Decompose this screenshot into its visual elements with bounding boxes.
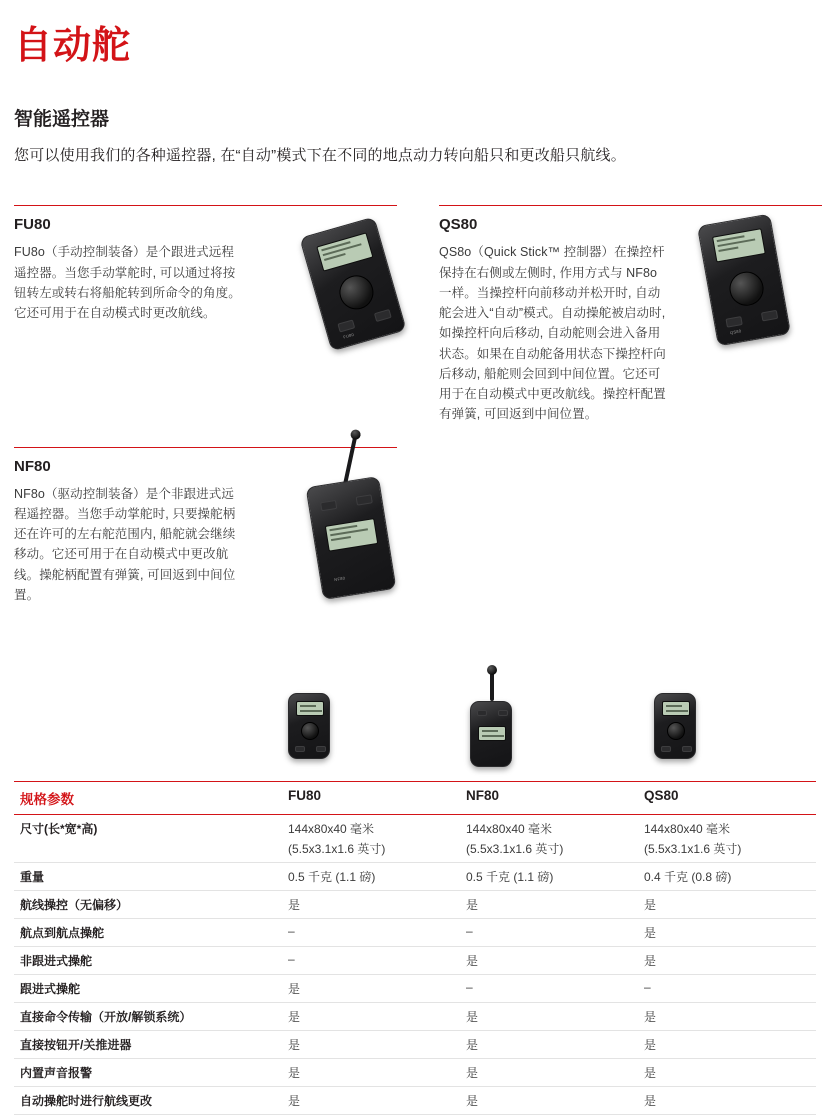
row-label: 直接命令传输（开放/解锁系统） (20, 1010, 192, 1025)
table-row (14, 1003, 816, 1031)
table-header-row (14, 782, 816, 815)
row-value: 0.5 千克 (1.1 磅) (466, 870, 554, 885)
product-block-fu80 (14, 205, 415, 424)
row-label: 航线操控（无偏移） (20, 898, 129, 913)
product-row-2 (14, 447, 816, 606)
row-value: – (466, 924, 473, 939)
row-value: 是 (288, 982, 301, 997)
intro-paragraph: 您可以使用我们的各种遥控器, 在“自动”模式下在不同的地点动力转向船只和更改船只航线。 (14, 146, 626, 164)
product-block-empty (415, 447, 816, 606)
row-value: 是 (644, 926, 657, 941)
product-block-qs80 (415, 205, 816, 424)
table-row (14, 1031, 816, 1059)
row-value: 是 (644, 1010, 657, 1025)
row-value: 是 (288, 1010, 301, 1025)
row-label: 尺寸(长*宽*高) (20, 822, 98, 837)
row-value: 是 (288, 1038, 301, 1053)
table-row (14, 1087, 816, 1115)
row-value: 0.4 千克 (0.8 磅) (644, 870, 732, 885)
table-row (14, 1059, 816, 1087)
table-row (14, 919, 816, 947)
col-header-param: 规格参数 (14, 782, 282, 815)
table-row (14, 975, 816, 1003)
col-header-nf80: NF80 (460, 782, 638, 815)
product-block-nf80 (14, 447, 415, 606)
table-row (14, 815, 816, 863)
row-value: 是 (644, 898, 657, 913)
specifications-table (14, 781, 816, 1115)
divider (439, 205, 822, 206)
row-value: 是 (644, 954, 657, 969)
product-name-nf80: NF80 (14, 457, 51, 475)
document-page (0, 25, 830, 1109)
row-value: 是 (466, 1038, 479, 1053)
divider (14, 205, 397, 206)
row-value: 是 (644, 1066, 657, 1081)
product-image-qs80: QS80 (707, 219, 781, 341)
row-value: 是 (466, 1066, 479, 1081)
product-description-qs80: QS8o（Quick Stick™ 控制器）在操控杆保持在右侧或左侧时, 作用方式与 NF8o 一样。当操控杆向前移动并松开时, 自动舵会进入“自动”模式。自动操舵被启动时, 如操控杆向后移动, 自动舵则会进入备用状态。如果在自动舵备用状态下操控杆向后移动, 船舵则会回到中间位置。它还可用于在自动模式中更改航线。操控杆配置有弹簧, 可回返到中间位置。 (439, 245, 666, 422)
product-row-1 (14, 205, 816, 424)
row-label: 重量 (20, 870, 45, 885)
row-value: 是 (644, 1038, 657, 1053)
row-value: 144x80x40 毫米 (5.5x3.1x1.6 英寸) (644, 822, 742, 857)
row-label: 航点到航点操舵 (20, 926, 105, 941)
row-value: 是 (466, 954, 479, 969)
row-label: 直接按钮开/关推进器 (20, 1038, 132, 1053)
row-value: 是 (288, 898, 301, 913)
product-image-fu80: FU80 (314, 225, 392, 343)
section-subtitle: 智能遥控器 (14, 108, 110, 130)
row-value: 是 (288, 1094, 301, 1109)
product-image-nf80: NF80 (314, 429, 388, 595)
row-value: – (288, 952, 295, 967)
page-title: 自动舵 (14, 25, 132, 67)
row-label: 跟进式操舵 (20, 982, 81, 997)
spec-image-fu80 (288, 693, 330, 759)
table-body (14, 815, 816, 1115)
row-value: 144x80x40 毫米 (5.5x3.1x1.6 英寸) (466, 822, 564, 857)
row-value: 144x80x40 毫米 (5.5x3.1x1.6 英寸) (288, 822, 386, 857)
col-header-qs80: QS80 (638, 782, 816, 815)
spec-image-nf80 (470, 671, 512, 767)
row-value: – (288, 924, 295, 939)
row-label: 内置声音报警 (20, 1066, 93, 1081)
row-value: 是 (466, 1094, 479, 1109)
row-value: 是 (644, 1094, 657, 1109)
row-value: 0.5 千克 (1.1 磅) (288, 870, 376, 885)
row-value: – (466, 980, 473, 995)
table-row (14, 947, 816, 975)
spec-product-images (14, 701, 816, 781)
product-name-fu80: FU80 (14, 216, 51, 234)
row-value: – (644, 980, 651, 995)
product-description-fu80: FU8o（手动控制装备）是个跟进式远程遥控器。当您手动掌舵时, 可以通过将按钮转左或转右将船舵转到所命令的角度。它还可用于在自动模式时更改航线。 (14, 245, 241, 321)
row-label: 自动操舵时进行航线更改 (20, 1094, 153, 1109)
product-name-qs80: QS80 (439, 216, 478, 234)
row-value: 是 (466, 898, 479, 913)
row-label: 非跟进式操舵 (20, 954, 93, 969)
spec-image-qs80 (654, 693, 696, 759)
spec-section (14, 701, 816, 1115)
row-value: 是 (466, 1010, 479, 1025)
row-value: 是 (288, 1066, 301, 1081)
product-description-nf80: NF8o（驱动控制装备）是个非跟进式远程遥控器。当您手动掌舵时, 只要操舵柄还在许可的左右舵范围内, 船舵就会继续移动。它还可用于在自动模式中更改航线。操舵柄配置有弹簧, 可回返到中间位置。 (14, 486, 236, 602)
table-row (14, 863, 816, 891)
table-row (14, 891, 816, 919)
col-header-fu80: FU80 (282, 782, 460, 815)
